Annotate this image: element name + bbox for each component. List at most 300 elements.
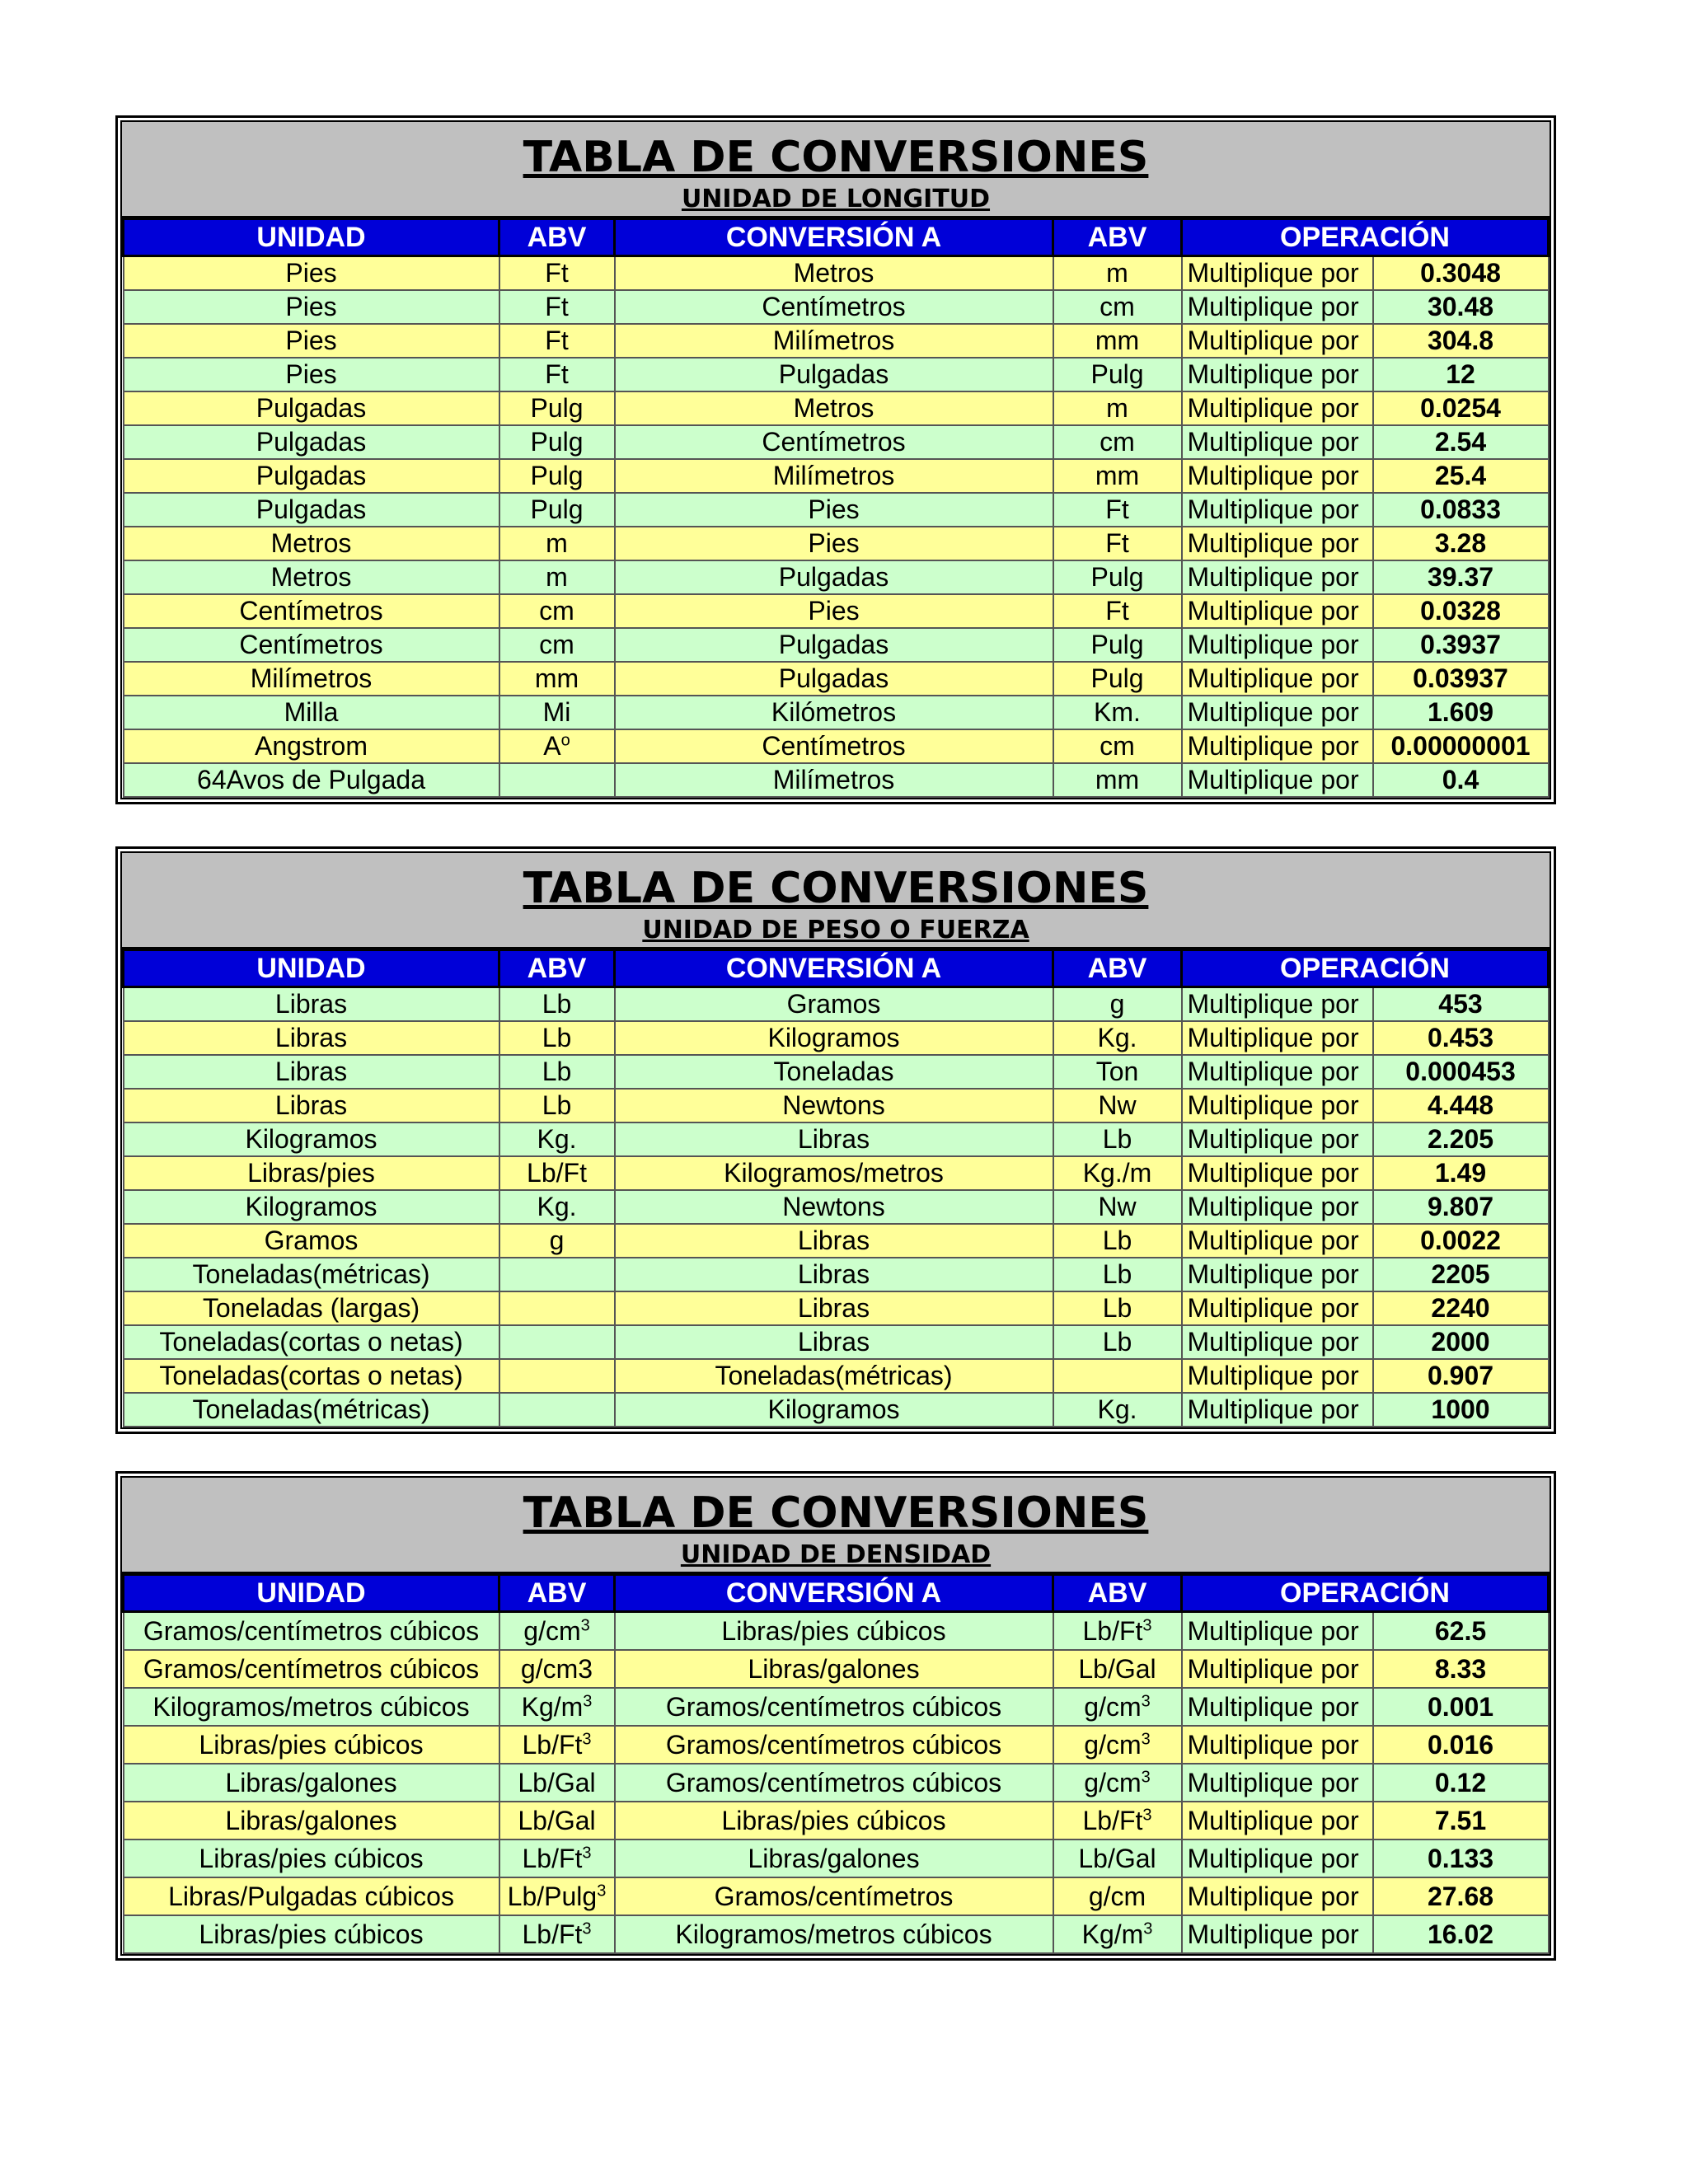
unit-cell [124,628,499,662]
operation-cell-text: Multiplique por [1187,1653,1359,1684]
factor-cell [1373,987,1549,1022]
factor-cell [1373,1021,1549,1055]
target-abv-cell [1053,1840,1182,1877]
operation-cell-text: Multiplique por [1187,1259,1359,1289]
abv-cell [499,1021,615,1055]
table-row [124,662,1549,696]
factor-cell-text: 0.453 [1427,1023,1494,1052]
operation-cell [1182,1915,1373,1953]
col-header-unit: UNIDAD [124,950,499,987]
target-abv-cell-text: Kg./m [1082,1158,1152,1188]
table-row [124,425,1549,459]
factor-cell [1373,662,1549,696]
unit-cell [124,1802,499,1840]
target-abv-cell-text: Lb [1102,1327,1132,1357]
superscript: 3 [1143,1919,1153,1938]
unit-cell-text: Kilogramos [245,1124,377,1154]
target-abv-cell-text: Ft [1105,528,1129,558]
abv-cell [499,696,615,729]
target-unit-cell-text: Kilogramos [767,1023,900,1052]
target-abv-cell-text: Lb/Ft [1082,1615,1143,1646]
target-abv-cell [1053,763,1182,797]
target-unit-cell-text: Kilogramos [767,1394,900,1424]
table-subtitle: UNIDAD DE PESO O FUERZA [642,916,1029,944]
target-unit-cell-text: Gramos/centímetros cúbicos [665,1691,1002,1722]
operation-cell [1182,1021,1373,1055]
unit-cell-text: Libras [274,1057,348,1086]
unit-cell [124,1156,499,1190]
unit-cell-text: 64Avos de Pulgada [197,765,425,794]
abv-cell [499,1840,615,1877]
col-header-unit: UNIDAD [124,1575,499,1612]
unit-cell-text: Gramos/centímetros cúbicos [143,1615,480,1646]
abv-cell-text: Lb [542,1057,572,1086]
unit-cell [124,1190,499,1224]
abv-cell [499,1802,615,1840]
operation-cell [1182,1291,1373,1325]
unit-cell-text: Libras/Pulgadas cúbicos [168,1881,454,1911]
target-unit-cell [615,1089,1053,1122]
table-row [124,1393,1549,1427]
abv-cell [499,358,615,391]
conversion-grid [122,1573,1550,1954]
factor-cell-text: 0.0328 [1420,596,1501,626]
operation-cell-text: Multiplique por [1187,494,1359,524]
target-abv-cell [1053,560,1182,594]
table-row [124,391,1549,425]
target-unit-cell [615,1359,1053,1393]
abv-cell-text: Ft [545,292,569,321]
factor-cell [1373,1764,1549,1802]
superscript: 3 [582,1729,592,1748]
factor-cell-text: 0.3937 [1420,630,1501,659]
factor-cell-text: 2205 [1431,1259,1490,1289]
target-unit-cell [615,1726,1053,1764]
target-abv-cell [1053,696,1182,729]
abv-cell [499,391,615,425]
factor-cell [1373,560,1549,594]
target-unit-cell-text: Pies [808,528,860,558]
col-header-conversion: CONVERSIÓN A [615,950,1053,987]
target-abv-cell [1053,1688,1182,1726]
abv-cell-text: m [546,562,568,592]
target-unit-cell-text: Milímetros [772,461,895,490]
table-row [124,324,1549,358]
factor-cell [1373,1726,1549,1764]
target-abv-cell [1053,1291,1182,1325]
target-unit-cell [615,1612,1053,1651]
operation-cell-text: Multiplique por [1187,1767,1359,1797]
target-unit-cell [615,1291,1053,1325]
target-unit-cell [615,1325,1053,1359]
unit-cell-text: Pies [285,326,337,355]
superscript: 3 [1142,1805,1152,1824]
factor-cell [1373,1122,1549,1156]
factor-cell-text: 0.907 [1427,1361,1494,1390]
target-unit-cell [615,324,1053,358]
target-unit-cell [615,662,1053,696]
col-header-target-abv: ABV [1053,950,1182,987]
abv-cell-text: A [543,731,561,761]
factor-cell-text: 7.51 [1434,1805,1487,1835]
abv-cell [499,256,615,291]
target-abv-cell [1053,662,1182,696]
target-unit-cell-text: Libras [797,1293,870,1323]
factor-cell [1373,729,1549,763]
target-abv-cell [1053,1802,1182,1840]
operation-cell-text: Multiplique por [1187,562,1359,592]
target-abv-cell [1053,1021,1182,1055]
operation-cell [1182,1156,1373,1190]
target-abv-cell [1053,1258,1182,1291]
operation-cell [1182,594,1373,628]
operation-cell [1182,391,1373,425]
factor-cell [1373,1688,1549,1726]
table-row [124,594,1549,628]
operation-cell-text: Multiplique por [1187,1843,1359,1873]
target-unit-cell-text: Milímetros [772,326,895,355]
table-row [124,1726,1549,1764]
operation-cell-text: Multiplique por [1187,1124,1359,1154]
operation-cell-text: Multiplique por [1187,427,1359,457]
factor-cell-text: 0.4 [1442,765,1479,794]
operation-cell [1182,1688,1373,1726]
superscript: o [560,731,570,750]
target-unit-cell [615,1393,1053,1427]
operation-cell-text: Multiplique por [1187,461,1359,490]
target-abv-cell [1053,1156,1182,1190]
target-unit-cell [615,1055,1053,1089]
table-row [124,1915,1549,1953]
target-unit-cell-text: Libras [797,1259,870,1289]
target-unit-cell-text: Toneladas [773,1057,894,1086]
superscript: 3 [582,1919,592,1938]
factor-cell [1373,628,1549,662]
unit-cell [124,1021,499,1055]
target-unit-cell-text: Libras/galones [748,1653,920,1684]
target-unit-cell-text: Pulgadas [778,562,889,592]
factor-cell-text: 1.609 [1427,697,1494,727]
column-header-row [124,1575,1549,1612]
unit-cell-text: Pulgadas [256,494,367,524]
operation-cell-text: Multiplique por [1187,697,1359,727]
abv-cell [499,763,615,797]
target-abv-cell-text: Lb [1102,1124,1132,1154]
operation-cell [1182,1802,1373,1840]
target-abv-cell-text: Pulg [1090,663,1144,693]
target-unit-cell [615,358,1053,391]
table-row [124,290,1549,324]
target-unit-cell-text: Libras/pies cúbicos [721,1805,946,1835]
unit-cell-text: Libras [274,1023,348,1052]
operation-cell [1182,425,1373,459]
abv-cell [499,594,615,628]
target-abv-cell-text: Ft [1105,494,1129,524]
factor-cell [1373,391,1549,425]
factor-cell-text: 3.28 [1434,528,1487,558]
operation-cell-text: Multiplique por [1187,989,1359,1019]
unit-cell [124,1393,499,1427]
target-abv-cell-text: Ft [1105,596,1129,626]
table-title: TABLA DE CONVERSIONES [523,133,1149,182]
target-abv-cell-text: Lb/Ft [1082,1805,1143,1835]
factor-cell [1373,256,1549,291]
operation-cell [1182,527,1373,560]
superscript: 3 [597,1881,607,1900]
target-abv-cell-text: Lb/Gal [1078,1653,1156,1684]
operation-cell [1182,560,1373,594]
target-abv-cell-text: m [1106,393,1128,423]
target-abv-cell-text: Pulg [1090,630,1144,659]
target-unit-cell [615,1840,1053,1877]
target-unit-cell-text: Centímetros [762,731,906,761]
abv-cell [499,324,615,358]
target-abv-cell [1053,1122,1182,1156]
operation-cell [1182,290,1373,324]
abv-cell-text: Kg. [537,1124,577,1154]
abv-cell-text: cm [539,630,574,659]
abv-cell [499,1650,615,1688]
unit-cell [124,1258,499,1291]
target-unit-cell [615,391,1053,425]
target-unit-cell [615,1190,1053,1224]
column-header-row [124,950,1549,987]
factor-cell [1373,696,1549,729]
unit-cell-text: Libras/pies cúbicos [199,1843,424,1873]
factor-cell-text: 4.448 [1427,1090,1494,1120]
operation-cell-text: Multiplique por [1187,292,1359,321]
target-unit-cell-text: Gramos [786,989,881,1019]
operation-cell-text: Multiplique por [1187,1394,1359,1424]
operation-cell-text: Multiplique por [1187,393,1359,423]
target-abv-cell-text: Lb [1102,1259,1132,1289]
unit-cell-text: Toneladas(métricas) [192,1394,430,1424]
target-abv-cell [1053,1612,1182,1651]
unit-cell [124,987,499,1022]
unit-cell [124,1089,499,1122]
abv-cell [499,1325,615,1359]
target-unit-cell [615,628,1053,662]
table-title: TABLA DE CONVERSIONES [523,864,1149,913]
table-header-block [122,1478,1550,1573]
target-unit-cell-text: Pulgadas [778,630,889,659]
abv-cell [499,987,615,1022]
target-unit-cell [615,1802,1053,1840]
unit-cell [124,459,499,493]
abv-cell-text: Ft [545,326,569,355]
factor-cell-text: 2240 [1431,1293,1490,1323]
abv-cell [499,1224,615,1258]
operation-cell [1182,729,1373,763]
factor-cell-text: 0.133 [1427,1843,1494,1873]
superscript: 3 [1141,1691,1151,1710]
table-row [124,628,1549,662]
target-abv-cell-text: Lb [1102,1293,1132,1323]
superscript: 3 [1141,1729,1151,1748]
factor-cell-text: 0.0254 [1420,393,1501,423]
target-abv-cell-text: Nw [1098,1192,1137,1221]
abv-cell-text: mm [534,663,579,693]
target-unit-cell-text: Gramos/centímetros cúbicos [665,1767,1002,1797]
target-unit-cell [615,696,1053,729]
target-unit-cell-text: Metros [793,258,874,288]
table-row [124,729,1549,763]
unit-cell [124,1764,499,1802]
factor-cell-text: 304.8 [1427,326,1494,355]
col-header-operation: OPERACIÓN [1182,1575,1549,1612]
target-unit-cell-text: Pulgadas [778,359,889,389]
abv-cell-text: Kg/m [521,1691,584,1722]
operation-cell-text: Multiplique por [1187,630,1359,659]
abv-cell [499,729,615,763]
target-unit-cell-text: Pies [808,494,860,524]
operation-cell-text: Multiplique por [1187,1293,1359,1323]
abv-cell [499,1612,615,1651]
operation-cell-text: Multiplique por [1187,1090,1359,1120]
table-row [124,560,1549,594]
operation-cell [1182,1764,1373,1802]
unit-cell-text: Toneladas(cortas o netas) [159,1361,463,1390]
target-unit-cell [615,987,1053,1022]
operation-cell [1182,1258,1373,1291]
operation-cell [1182,1055,1373,1089]
unit-cell-text: Kilogramos [245,1192,377,1221]
target-unit-cell-text: Metros [793,393,874,423]
target-abv-cell-text: Kg/m [1081,1919,1144,1949]
unit-cell [124,256,499,291]
table-row [124,1156,1549,1190]
factor-cell [1373,358,1549,391]
factor-cell-text: 453 [1438,989,1483,1019]
table-row [124,1055,1549,1089]
unit-cell [124,729,499,763]
unit-cell-text: Libras [274,989,348,1019]
target-unit-cell-text: Kilogramos/metros [724,1158,944,1188]
operation-cell [1182,1359,1373,1393]
unit-cell [124,290,499,324]
target-unit-cell-text: Libras [797,1226,870,1255]
table-title: TABLA DE CONVERSIONES [523,1488,1149,1538]
target-unit-cell-text: Pulgadas [778,663,889,693]
operation-cell-text: Multiplique por [1187,1805,1359,1835]
factor-cell-text: 0.000453 [1405,1057,1516,1086]
abv-cell-text: Lb/Ft [522,1919,583,1949]
abv-cell-text: g/cm3 [520,1653,593,1684]
abv-cell [499,1291,615,1325]
target-unit-cell [615,1258,1053,1291]
unit-cell [124,493,499,527]
factor-cell-text: 2000 [1431,1327,1490,1357]
target-unit-cell-text: Pies [808,596,860,626]
target-unit-cell-text: Gramos/centímetros cúbicos [665,1729,1002,1760]
operation-cell-text: Multiplique por [1187,326,1359,355]
operation-cell [1182,987,1373,1022]
factor-cell-text: 25.4 [1434,461,1487,490]
factor-cell [1373,1224,1549,1258]
operation-cell-text: Multiplique por [1187,1158,1359,1188]
operation-cell [1182,1089,1373,1122]
factor-cell-text: 0.12 [1434,1767,1487,1797]
superscript: 3 [583,1691,593,1710]
col-header-conversion: CONVERSIÓN A [615,219,1053,256]
target-abv-cell-text: mm [1095,326,1140,355]
target-unit-cell [615,594,1053,628]
target-abv-cell [1053,1089,1182,1122]
unit-cell [124,763,499,797]
table-row [124,1802,1549,1840]
abv-cell-text: Lb/Gal [518,1767,596,1797]
factor-cell [1373,1612,1549,1651]
target-abv-cell [1053,1726,1182,1764]
table-row [124,1122,1549,1156]
operation-cell [1182,256,1373,291]
operation-cell-text: Multiplique por [1187,1691,1359,1722]
operation-cell-text: Multiplique por [1187,528,1359,558]
target-abv-cell-text: Pulg [1090,562,1144,592]
target-abv-cell [1053,628,1182,662]
unit-cell-text: Pulgadas [256,461,367,490]
factor-cell-text: 0.00000001 [1390,731,1531,761]
abv-cell [499,1089,615,1122]
factor-cell [1373,324,1549,358]
target-abv-cell [1053,729,1182,763]
operation-cell [1182,628,1373,662]
target-unit-cell [615,729,1053,763]
table-row [124,358,1549,391]
unit-cell [124,1840,499,1877]
target-abv-cell [1053,527,1182,560]
operation-cell-text: Multiplique por [1187,1192,1359,1221]
operation-cell [1182,1650,1373,1688]
col-header-target-abv: ABV [1053,219,1182,256]
unit-cell [124,1688,499,1726]
unit-cell-text: Metros [270,528,352,558]
factor-cell-text: 39.37 [1427,562,1494,592]
col-header-abv: ABV [499,219,615,256]
table-row [124,1089,1549,1122]
target-abv-cell [1053,1325,1182,1359]
unit-cell [124,425,499,459]
factor-cell [1373,1291,1549,1325]
target-unit-cell-text: Kilogramos/metros cúbicos [675,1919,992,1949]
factor-cell [1373,763,1549,797]
table-subtitle: UNIDAD DE LONGITUD [681,185,991,213]
target-unit-cell-text: Libras/galones [748,1843,920,1873]
unit-cell [124,560,499,594]
factor-cell [1373,1089,1549,1122]
target-abv-cell-text: g/cm [1084,1691,1142,1722]
target-abv-cell [1053,290,1182,324]
factor-cell [1373,1325,1549,1359]
unit-cell-text: Libras [274,1090,348,1120]
factor-cell [1373,1915,1549,1953]
unit-cell-text: Libras/pies cúbicos [199,1729,424,1760]
table-row [124,1190,1549,1224]
table-row [124,1688,1549,1726]
target-abv-cell-text: cm [1100,731,1135,761]
abv-cell [499,459,615,493]
unit-cell [124,358,499,391]
operation-cell [1182,493,1373,527]
operation-cell [1182,1612,1373,1651]
target-abv-cell [1053,1650,1182,1688]
abv-cell-text: Pulg [530,494,584,524]
abv-cell [499,662,615,696]
factor-cell [1373,1650,1549,1688]
table-row [124,696,1549,729]
table-row [124,256,1549,291]
table-row [124,987,1549,1022]
